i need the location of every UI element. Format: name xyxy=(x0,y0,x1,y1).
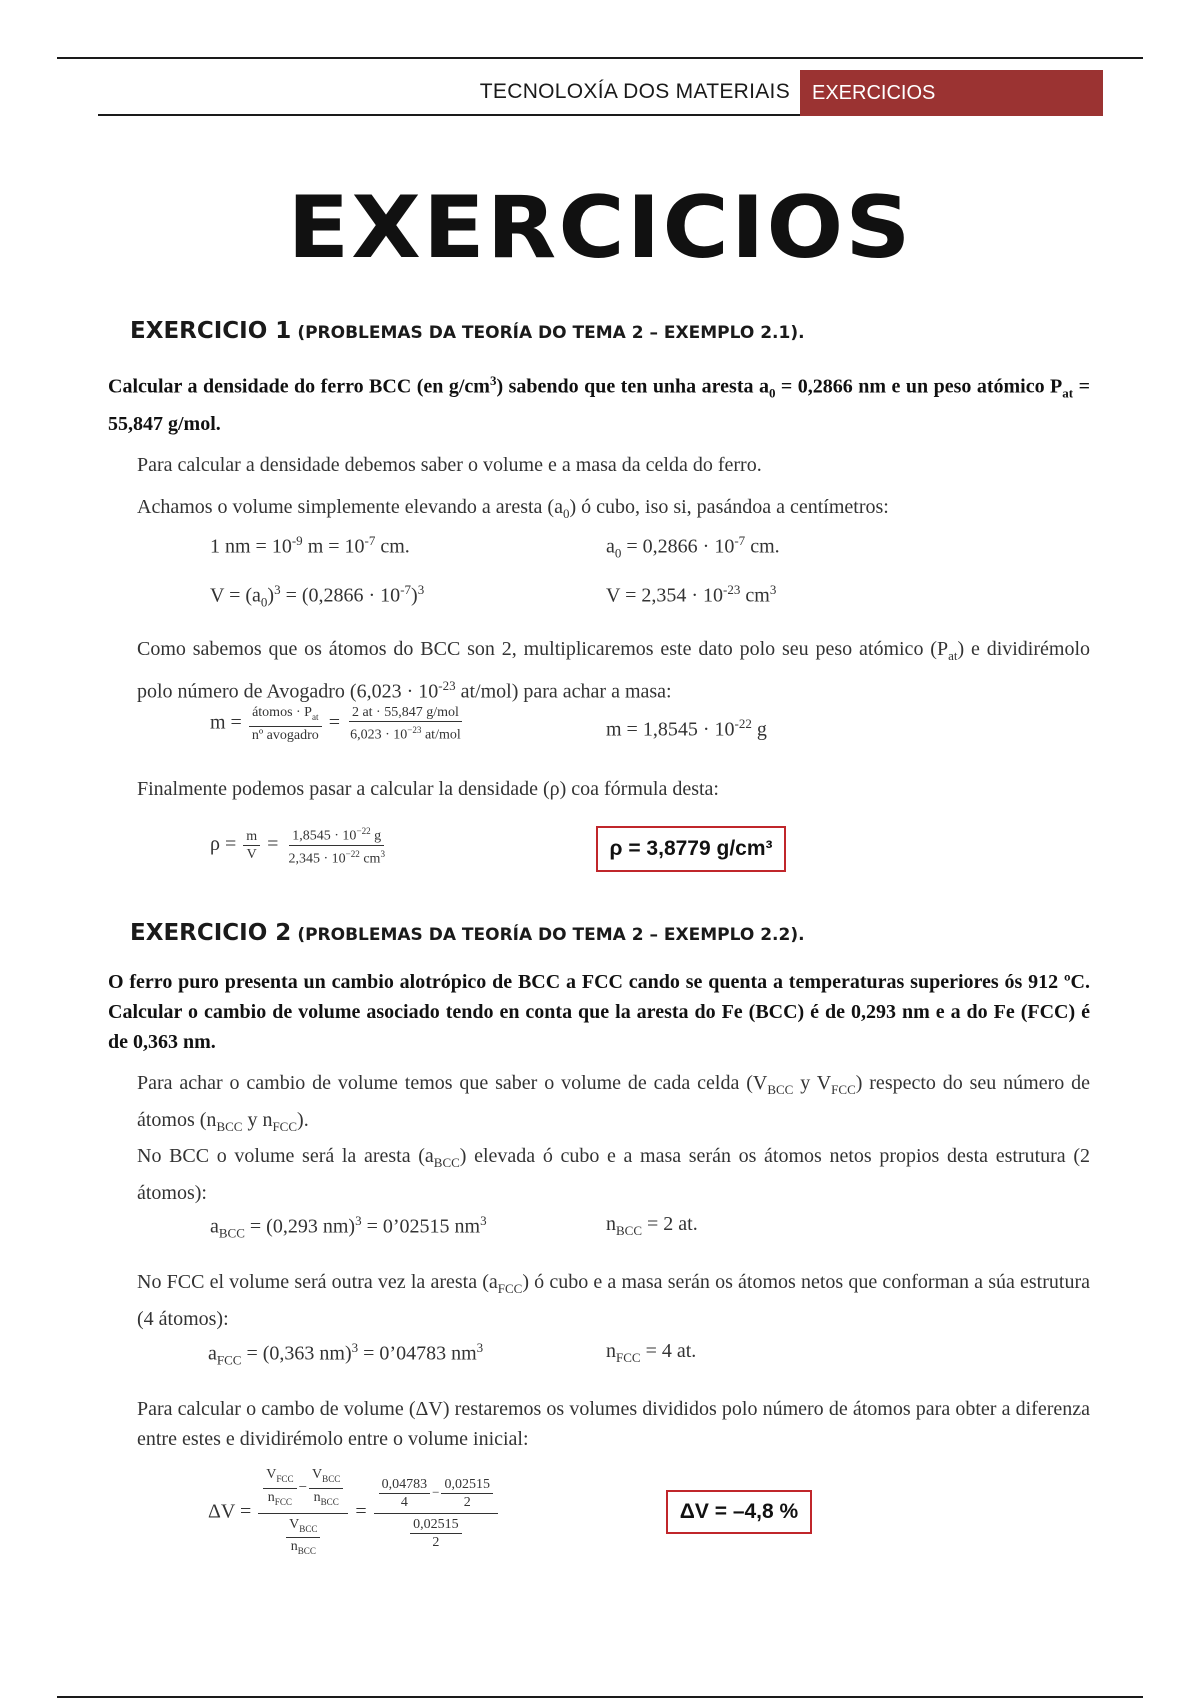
equation-fcc-atoms: $n_{FCC} = 4$ at. xyxy=(606,1340,697,1365)
mass-fraction-1: $\frac{átomos \cdot P_{at}}{\text{nº avogadro}}$ xyxy=(249,704,322,744)
header-rule xyxy=(98,114,800,116)
equation-nm-conversion: 1 nm = $10^{-9}$ $m = 10^{-7}$ cm. xyxy=(210,533,410,558)
equation-volume-change: ΔV = $\frac{V_{FCC}}{n_{FCC}}$ − $\frac{V_{BCC}}{n_{BCC}}$ $\frac{V_{BCC}}{n_{BCC}}$ = $\frac{0,04783}{4}$ − $\frac{0,02515}{2}$ $\frac{0,02515}{2}$ xyxy=(208,1466,500,1560)
exercise-2-subtitle: (PROBLEMAS DA TEORÍA DO TEMA 2 – EXEMPLO 2.2). xyxy=(297,925,805,945)
exercise-1-statement: Calcular a densidade do ferro BCC (en $g/cm^3$) sabendo que ten unha aresta $a_0 = 0,2866$ nm e un peso atómico $P_{at} = 55,847$ g/mol. xyxy=(108,373,1090,435)
exercise-2-heading xyxy=(130,920,805,946)
volume-change-result-box: ΔV = –4,8 % xyxy=(666,1490,812,1534)
exercise-2-title: EXERCICIO 2 xyxy=(130,920,292,946)
density-result-box: ρ = 3,8779 g/cm³ xyxy=(596,826,786,872)
exercise-1-heading xyxy=(130,318,805,344)
exercise-1-paragraph-4: Finalmente podemos pasar a calcular la densidade (ρ) coa fórmula desta: xyxy=(137,778,719,800)
equation-mass-result: $m = 1,8545 \cdot 10^{-22}$ g xyxy=(606,716,767,741)
exercise-1-title: EXERCICIO 1 xyxy=(130,318,292,344)
equation-volume-formula: $V = (a_0)^3 = (0,2866 \cdot 10^{-7})^3$ xyxy=(210,582,425,610)
header-tab: EXERCICIOS xyxy=(800,70,1103,116)
equation-bcc-volume: $a_{BCC} = (0,293$ nm)$^3$ = 0’02515 $nm^3$ xyxy=(210,1213,487,1241)
header-title: TECNOLOXÍA DOS MATERIAIS xyxy=(479,80,790,103)
equation-a0-cm: $a_0 = 0,2866 \cdot 10^{-7}$ cm. xyxy=(606,533,780,561)
exercise-2-paragraph-4: Para calcular o cambo de volume (ΔV) restaremos os volumes divididos polo número de átomos para obter a diferenza entre estes e dividirémolo entre o volume inicial: xyxy=(137,1398,1090,1450)
equation-volume-result: $V = 2,354 \cdot 10^{-23}$ $cm^3$ xyxy=(606,582,777,607)
equation-mass-formula: m = $\frac{átomos \cdot P_{at}}{\text{nº avogadro}}$ = $\frac{\text{2 at · 55,847 g/mol}}{6,023 \cdot 10^{-23} at/mol}$ xyxy=(210,704,466,744)
exercise-2-paragraph-3: No FCC el volume será outra vez la aresta $(a_{FCC})$ ó cubo e a masa serán os átomos netos que conforman a súa estrutura (4 átomos): xyxy=(137,1271,1090,1330)
density-fraction-1: $\frac{m}{V}$ xyxy=(243,828,260,863)
equation-fcc-volume: $a_{FCC} = (0,363$ nm)$^3$ = 0’04783 $nm^3$ xyxy=(208,1340,484,1368)
equation-bcc-atoms: $n_{BCC} = 2$ at. xyxy=(606,1213,698,1238)
volume-change-symbolic-fraction: $\frac{V_{FCC}}{n_{FCC}}$ − $\frac{V_{BCC}}{n_{BCC}}$ $\frac{V_{BCC}}{n_{BCC}}$ xyxy=(258,1466,348,1560)
exercise-2-paragraph-1: Para achar o cambio de volume temos que saber o volume de cada celda ($V_{BCC}$ y $V_{FCC}$) respecto do seu número de átomos ($n_{BCC}$ y $n_{FCC}$). xyxy=(137,1072,1091,1134)
exercise-1-paragraph-3: Como sabemos que os átomos do BCC son 2, multiplicaremos este dato polo seu peso atómico $(P_{at})$ e dividirémolo polo número de Avogadro ($6,023 \cdot 10^{-23}$ at/mol) para achar a masa: xyxy=(137,638,1091,703)
top-rule xyxy=(57,57,1143,59)
exercise-1-subtitle: (PROBLEMAS DA TEORÍA DO TEMA 2 – EXEMPLO 2.1). xyxy=(297,323,805,343)
bottom-rule xyxy=(57,1696,1143,1698)
density-fraction-2: $\frac{1,8545 \cdot 10^{-22} g}{2,345 \cdot 10^{-22} cm^3}$ xyxy=(285,823,388,867)
exercise-1-paragraph-2: Achamos o volume simplemente elevando a aresta $(a_0)$ ó cubo, iso si, pasándoa a centímetros: xyxy=(137,496,889,521)
exercise-2-statement: O ferro puro presenta un cambio alotrópico de BCC a FCC cando se quenta a temperaturas superiores ós 912 ºC. Calcular o cambio de volume asociado tendo en conta que la aresta do Fe (BCC) é de 0,293 nm e a do Fe (FCC) é de 0,363 nm. xyxy=(108,971,1090,1053)
mass-fraction-2: $\frac{\text{2 at · 55,847 g/mol}}{6,023 \cdot 10^{-23} at/mol}$ xyxy=(350,705,461,743)
exercise-1-paragraph-1: Para calcular a densidade debemos saber o volume e a masa da celda do ferro. xyxy=(137,454,762,476)
volume-change-numeric-fraction: $\frac{0,04783}{4}$ − $\frac{0,02515}{2}$ $\frac{0,02515}{2}$ xyxy=(374,1476,498,1551)
equation-density-formula: ρ = $\frac{m}{V}$ = $\frac{1,8545 \cdot 10^{-22} g}{2,345 \cdot 10^{-22} cm^3}$ xyxy=(210,823,390,867)
exercise-2-paragraph-2: No BCC o volume será la aresta $(a_{BCC})$ elevada ó cubo e a masa serán os átomos netos propios desta estrutura (2 átomos): xyxy=(137,1145,1090,1204)
page-title: EXERCICIOS xyxy=(287,178,913,278)
